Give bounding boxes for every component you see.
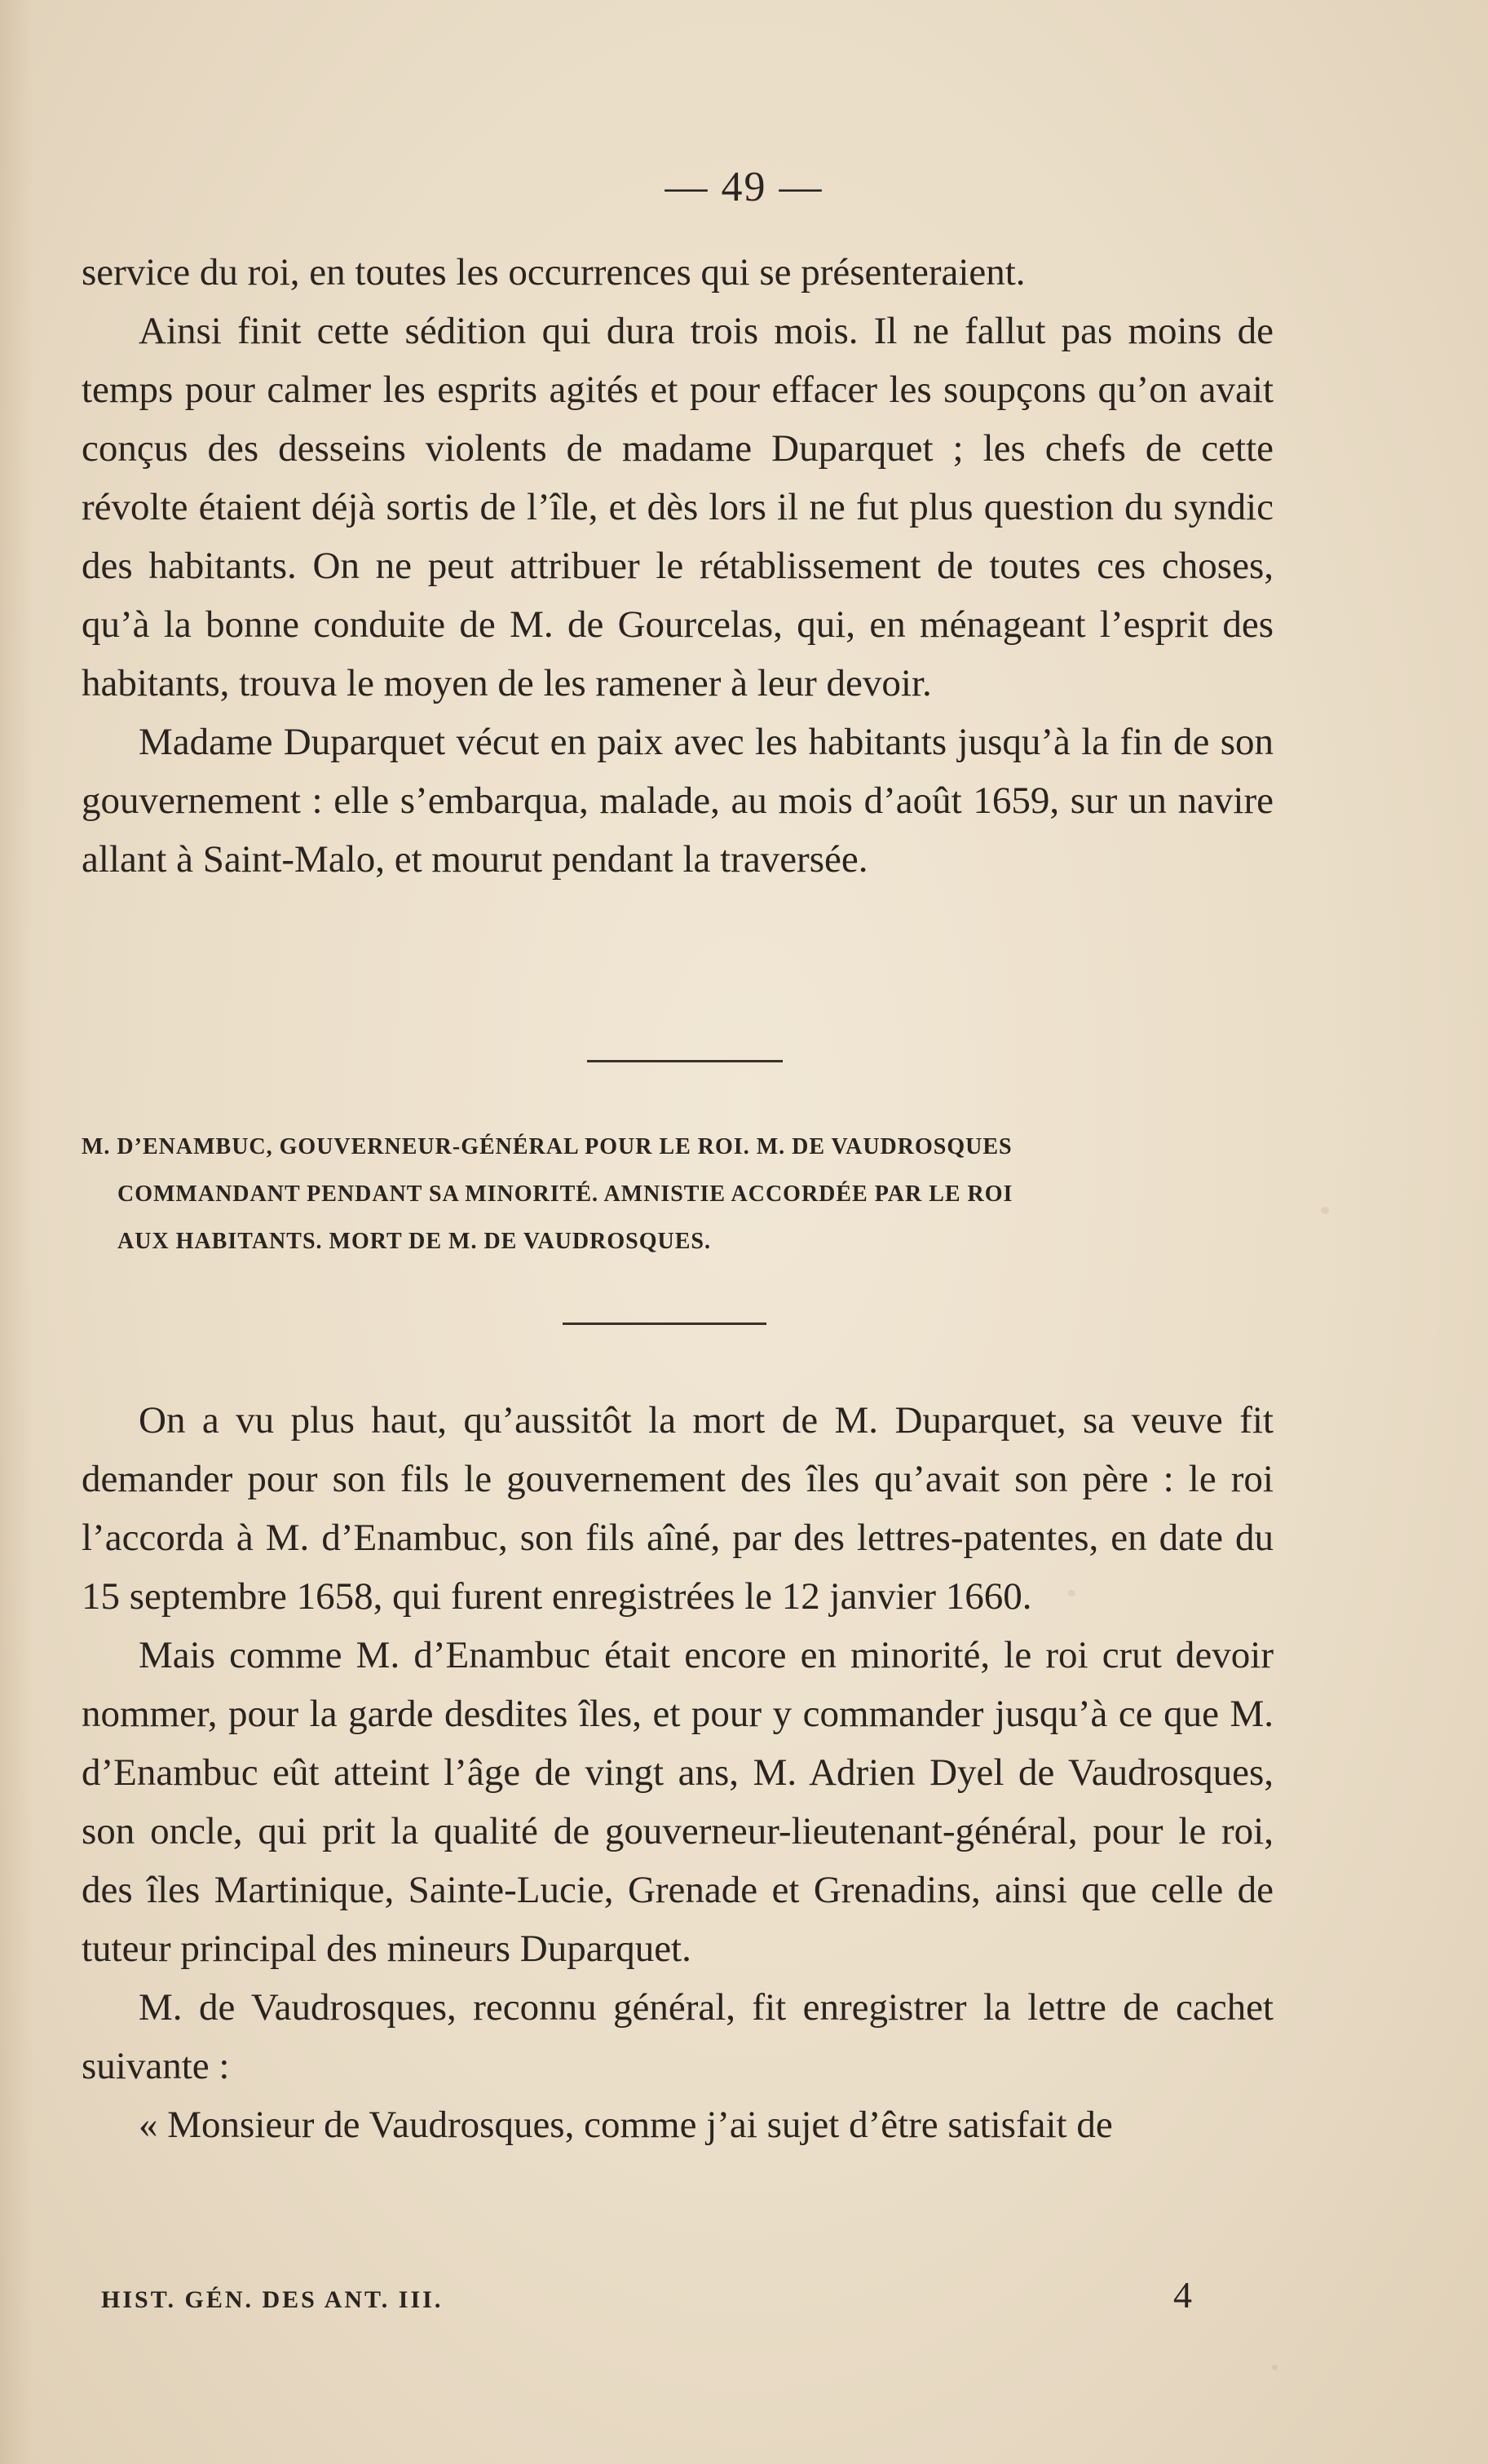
body-text-bottom: [82, 1391, 1274, 2154]
section-heading-line: M. D’ENAMBUC, GOUVERNEUR-GÉNÉRAL POUR LE ROI. M. DE VAUDROSQUES: [82, 1134, 1013, 1159]
body-text-top: [82, 243, 1274, 889]
signature-mark: HIST. GÉN. DES ANT. III.: [101, 2286, 444, 2313]
page-number: — 49 —: [665, 164, 823, 210]
paragraph: service du roi, en toutes les occurrences qui se présenteraient.: [82, 251, 1026, 294]
sheet-number: 4: [1173, 2274, 1192, 2316]
section-divider-bottom: [563, 1323, 766, 1325]
section-heading-line: COMMANDANT PENDANT SA MINORITÉ. AMNISTIE ACCORDÉE PAR LE ROI: [117, 1181, 1013, 1207]
foxing-spot: [1272, 2365, 1278, 2370]
paragraph: Madame Duparquet vécut en paix avec les habitants jusqu’à la fin de son gouvernement : elle s’embarqua, malade, au mois d’août 1659, sur un navire allant à Saint-Malo, et mourut pendant la traversée.: [82, 721, 1274, 881]
paragraph: On a vu plus haut, qu’aussitôt la mort de M. Duparquet, sa veuve fit demander pour son fils le gouvernement des îles qu’avait son père : le roi l’accorda à M. d’Enambuc, son fils aîné, par des lettres-patentes, en date du 15 septembre 1658, qui furent enregistrées le 12 janvier 1660.: [82, 1399, 1274, 1618]
section-divider-top: [587, 1060, 783, 1062]
section-heading-line: AUX HABITANTS. MORT DE M. DE VAUDROSQUES.: [117, 1229, 711, 1254]
page-footer: [82, 2273, 1192, 2316]
paragraph: M. de Vaudrosques, reconnu général, fit enregistrer la lettre de cachet suivante :: [82, 1986, 1274, 2087]
paragraph: Ainsi finit cette sédition qui dura trois mois. Il ne fallut pas moins de temps pour calmer les esprits agités et pour effacer les soupçons qu’on avait conçus des desseins violents de madame Duparquet ; les chefs de cette révolte étaient déjà sortis de l’île, et dès lors il ne fut plus question du syndic des habitants. On ne peut attribuer le rétablissement de toutes ces choses, qu’à la bonne conduite de M. de Gourcelas, qui, en ménageant l’esprit des habitants, trouva le moyen de les ramener à leur devoir.: [82, 310, 1274, 704]
foxing-spot: [1321, 1207, 1329, 1214]
section-heading: [82, 1124, 1274, 1265]
paragraph: « Monsieur de Vaudrosques, comme j’ai sujet d’être satisfait de: [139, 2104, 1113, 2146]
paragraph: Mais comme M. d’Enambuc était encore en minorité, le roi crut devoir nommer, pour la garde desdites îles, et pour y commander jusqu’à ce que M. d’Enambuc eût atteint l’âge de vingt ans, M. Adrien Dyel de Vaudrosques, son oncle, qui prit la qualité de gouverneur-lieutenant-général, pour le roi, des îles Martinique, Sainte-Lucie, Grenade et Grenadins, ainsi que celle de tuteur principal des mineurs Duparquet.: [82, 1634, 1274, 1970]
